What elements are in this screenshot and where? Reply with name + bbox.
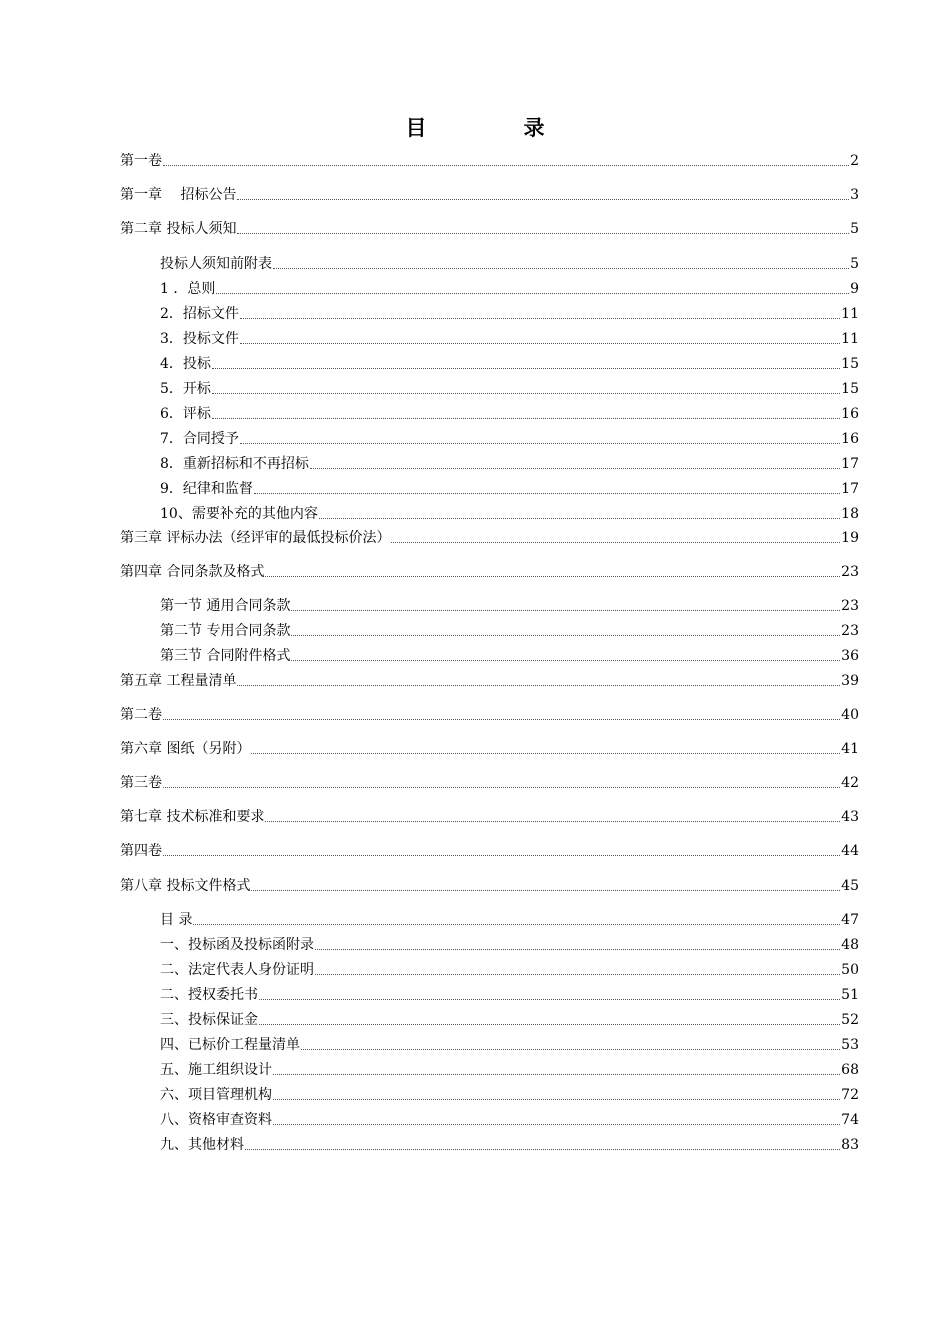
toc-entry-label: 6．评标 <box>160 406 211 422</box>
toc-entry-label: 第二卷 <box>120 707 162 723</box>
toc-entry-label: 一、投标函及投标函附录 <box>160 937 314 953</box>
toc-entry-page: 40 <box>841 707 859 723</box>
toc-leader-dots <box>240 317 840 319</box>
toc-entry[interactable] <box>160 455 859 473</box>
toc-leader-dots <box>315 973 840 975</box>
toc-entry[interactable] <box>160 622 859 640</box>
toc-entry-label: 7．合同授予 <box>160 431 239 447</box>
toc-entry[interactable] <box>160 505 859 523</box>
toc-entry-page: 16 <box>841 406 859 422</box>
toc-entry-label: 第八章 投标文件格式 <box>120 878 251 894</box>
toc-leader-dots <box>265 575 840 577</box>
toc-leader-dots <box>273 1098 840 1100</box>
toc-entry[interactable] <box>160 280 859 298</box>
toc-entry[interactable] <box>160 330 859 348</box>
toc-entry-page: 52 <box>841 1012 859 1028</box>
toc-entry[interactable] <box>120 706 859 724</box>
toc-entry[interactable] <box>120 186 859 204</box>
toc-leader-dots <box>265 820 840 822</box>
toc-entry-label: 第二章 投标人须知 <box>120 221 237 237</box>
toc-entry-label: 第七章 技术标准和要求 <box>120 809 265 825</box>
toc-entry-label: 四、已标价工程量清单 <box>160 1037 300 1053</box>
toc-entry-label: 三、投标保证金 <box>160 1012 258 1028</box>
toc-entry[interactable] <box>120 220 859 238</box>
toc-entry-page: 3 <box>850 187 859 203</box>
toc-leader-dots <box>291 634 840 636</box>
toc-entry-label: 九、其他材料 <box>160 1137 244 1153</box>
toc-entry-label: 第一节 通用合同条款 <box>160 598 291 614</box>
toc-entry[interactable] <box>120 563 859 581</box>
toc-leader-dots <box>193 923 840 925</box>
toc-leader-dots <box>240 342 840 344</box>
toc-leader-dots <box>163 786 840 788</box>
toc-entry-label: 3．投标文件 <box>160 331 239 347</box>
toc-entry[interactable] <box>160 255 859 273</box>
toc-entry-page: 48 <box>841 937 859 953</box>
toc-entry[interactable] <box>160 597 859 615</box>
toc-leader-dots <box>163 164 849 166</box>
toc-leader-dots <box>237 684 840 686</box>
toc-entry[interactable] <box>160 647 859 665</box>
toc-entry-label: 第六章 图纸（另附） <box>120 741 251 757</box>
toc-leader-dots <box>245 1148 840 1150</box>
toc-entry[interactable] <box>160 380 859 398</box>
toc-leader-dots <box>216 292 849 294</box>
toc-entry[interactable] <box>160 1136 859 1154</box>
toc-leader-dots <box>212 392 840 394</box>
toc-entry[interactable] <box>160 1061 859 1079</box>
toc-entry-page: 41 <box>841 741 859 757</box>
toc-leader-dots <box>319 517 840 519</box>
toc-leader-dots <box>273 1123 840 1125</box>
toc-entry-label: 第五章 工程量清单 <box>120 673 237 689</box>
toc-leader-dots <box>237 232 849 234</box>
toc-entry-page: 17 <box>841 481 859 497</box>
toc-entry-page: 15 <box>841 381 859 397</box>
toc-leader-dots <box>391 541 840 543</box>
toc-leader-dots <box>163 718 840 720</box>
toc-entry[interactable] <box>160 1111 859 1129</box>
toc-entry-label: 第一卷 <box>120 153 162 169</box>
toc-entry[interactable] <box>120 808 859 826</box>
toc-entry-page: 50 <box>841 962 859 978</box>
toc-leader-dots <box>240 442 840 444</box>
toc-entry-page: 45 <box>841 878 859 894</box>
toc-entry-page: 16 <box>841 431 859 447</box>
toc-entry-label: 2．招标文件 <box>160 306 239 322</box>
toc-leader-dots <box>273 267 849 269</box>
toc-entry-page: 11 <box>841 331 859 347</box>
toc-entry[interactable] <box>160 911 859 929</box>
toc-entry-label: 4．投标 <box>160 356 211 372</box>
toc-entry-page: 72 <box>841 1087 859 1103</box>
toc-entry-page: 23 <box>841 623 859 639</box>
toc-leader-dots <box>237 198 849 200</box>
toc-leader-dots <box>310 467 840 469</box>
toc-entry-page: 23 <box>841 564 859 580</box>
toc-leader-dots <box>301 1048 840 1050</box>
toc-entry-page: 44 <box>841 843 859 859</box>
toc-entry-page: 23 <box>841 598 859 614</box>
toc-entry-page: 83 <box>841 1137 859 1153</box>
toc-entry[interactable] <box>120 152 859 170</box>
toc-leader-dots <box>291 609 840 611</box>
toc-entry[interactable] <box>160 480 859 498</box>
toc-entry[interactable] <box>120 842 859 860</box>
toc-entry-page: 5 <box>850 256 859 272</box>
toc-entry-page: 39 <box>841 673 859 689</box>
toc-entry-page: 68 <box>841 1062 859 1078</box>
toc-entry[interactable] <box>160 986 859 1004</box>
toc-leader-dots <box>163 854 840 856</box>
page-title: 目 录 <box>405 115 583 140</box>
toc-entry-page: 2 <box>850 153 859 169</box>
toc-entry[interactable] <box>120 774 859 792</box>
toc-entry[interactable] <box>160 305 859 323</box>
toc-entry-label: 8．重新招标和不再招标 <box>160 456 309 472</box>
toc-entry[interactable] <box>120 529 859 547</box>
toc-entry[interactable] <box>160 430 859 448</box>
toc-entry[interactable] <box>120 672 859 690</box>
toc-entry[interactable] <box>160 1036 859 1054</box>
toc-entry[interactable] <box>160 355 859 373</box>
toc-entry-page: 42 <box>841 775 859 791</box>
toc-entry-page: 11 <box>841 306 859 322</box>
toc-entry-label: 第一章 招标公告 <box>120 187 237 203</box>
toc-entry-label: 第三卷 <box>120 775 162 791</box>
toc-entry-page: 18 <box>841 506 859 522</box>
toc-leader-dots <box>259 1023 840 1025</box>
toc-entry[interactable] <box>160 1086 859 1104</box>
toc-entry-label: 第二节 专用合同条款 <box>160 623 291 639</box>
toc-entry-label: 第四卷 <box>120 843 162 859</box>
toc-entry-label: 第四章 合同条款及格式 <box>120 564 265 580</box>
toc-entry-label: 八、资格审查资料 <box>160 1112 272 1128</box>
toc-leader-dots <box>251 889 840 891</box>
toc-entry-label: 投标人须知前附表 <box>160 256 272 272</box>
toc-entry[interactable] <box>160 961 859 979</box>
toc-entry-label: 目 录 <box>160 912 193 928</box>
toc-entry-page: 43 <box>841 809 859 825</box>
toc-leader-dots <box>291 659 840 661</box>
toc-leader-dots <box>251 752 840 754</box>
toc-entry-page: 15 <box>841 356 859 372</box>
toc-entry-label: 二、授权委托书 <box>160 987 258 1003</box>
toc-entry-label: 1 ．总则 <box>160 281 216 297</box>
toc-leader-dots <box>212 367 840 369</box>
toc-entry-page: 51 <box>841 987 859 1003</box>
toc-entry-page: 47 <box>841 912 859 928</box>
toc-entry-label: 二、法定代表人身份证明 <box>160 962 314 978</box>
toc-entry-label: 第三章 评标办法（经评审的最低投标价法） <box>120 530 391 546</box>
toc-entry-page: 36 <box>841 648 859 664</box>
toc-entry-page: 17 <box>841 456 859 472</box>
toc-entry-label: 六、项目管理机构 <box>160 1087 272 1103</box>
toc-entry-page: 9 <box>850 281 859 297</box>
toc-entry-label: 10、需要补充的其他内容 <box>160 506 318 522</box>
toc-entry-label: 第三节 合同附件格式 <box>160 648 291 664</box>
toc-entry[interactable] <box>120 877 859 895</box>
toc-entry-page: 19 <box>841 530 859 546</box>
toc-leader-dots <box>259 998 840 1000</box>
toc-entry-page: 74 <box>841 1112 859 1128</box>
toc-entry-label: 五、施工组织设计 <box>160 1062 272 1078</box>
toc-leader-dots <box>315 948 840 950</box>
toc-entry-label: 5．开标 <box>160 381 211 397</box>
toc-leader-dots <box>254 492 840 494</box>
toc-entry[interactable] <box>120 740 859 758</box>
toc-entry[interactable] <box>160 1011 859 1029</box>
toc-entry-page: 5 <box>850 221 859 237</box>
toc-entry[interactable] <box>160 936 859 954</box>
toc-entry-label: 9．纪律和监督 <box>160 481 253 497</box>
toc-leader-dots <box>212 417 840 419</box>
toc-leader-dots <box>273 1073 840 1075</box>
toc-entry-page: 53 <box>841 1037 859 1053</box>
toc-entry[interactable] <box>160 405 859 423</box>
